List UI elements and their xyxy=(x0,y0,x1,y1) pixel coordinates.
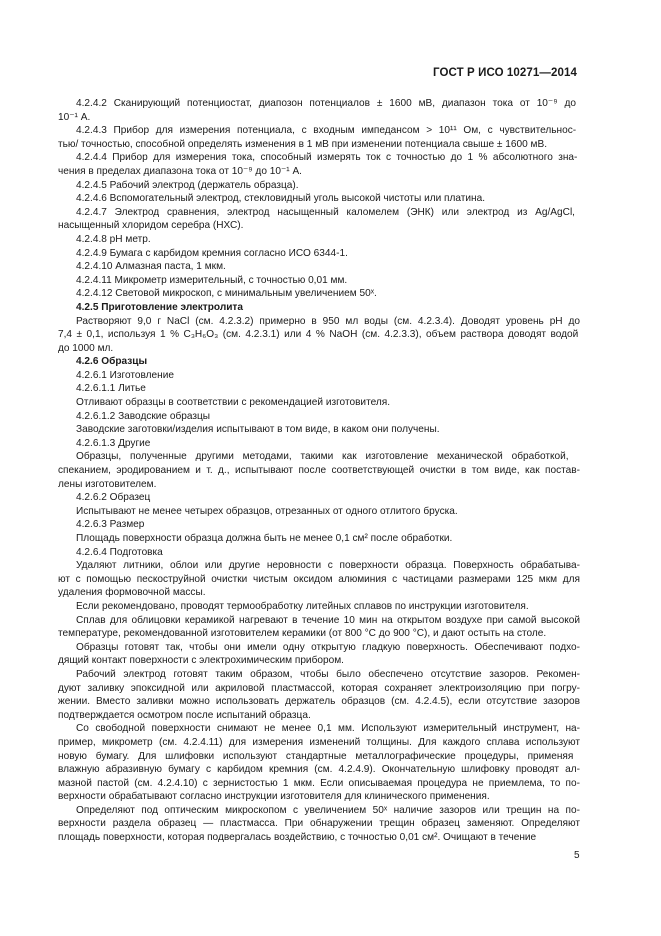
subheading-4-2-6-1-3: 4.2.6.1.3 Другие xyxy=(76,437,151,449)
section-heading-4-2-5: 4.2.5 Приготовление электролита xyxy=(76,301,243,313)
specimen-text: Испытывают не менее четырех образцов, отрезанных от одного отлитого бруска. xyxy=(76,505,458,517)
ceramic-alloy-text-line-1: Сплав для облицовки керамикой нагревают в течение 10 мин на открытом воздухе при самой высокой xyxy=(76,614,580,626)
grinding-text-line-5: мазной пастой (см. 4.2.4.10) с зернистостью 1 мкм. Если описываемая процедура не приемлема, то по- xyxy=(58,777,580,789)
electrolyte-text-line-3: до 1000 мл. xyxy=(58,342,114,354)
clause-4-2-4-5: 4.2.4.5 Рабочий электрод (держатель образца). xyxy=(76,179,299,191)
electrolyte-text-line-2: 7,4 ± 0,1, используя 1 % C₃H₆O₃ (см. 4.2.3.1) или 4 % NaOH (см. 4.2.3.3), объем раствора доводят водой xyxy=(58,329,579,341)
clause-4-2-4-10: 4.2.4.10 Алмазная паста, 1 мкм. xyxy=(76,261,226,273)
electrolyte-text-line-1: Растворяют 9,0 г NaCl (см. 4.2.3.2) примерно в 950 мл воды (см. 4.2.3.4). Доводят уровень pH до xyxy=(76,315,580,327)
clause-4-2-4-3-line-1: 4.2.4.3 Прибор для измерения потенциала, с входным импедансом > 10¹¹ Ом, с чувствительнос- xyxy=(76,125,577,137)
clause-4-2-4-4-line-1: 4.2.4.4 Прибор для измерения тока, способный измерять ток с точностью до 1 % абсолютного зна- xyxy=(76,152,578,164)
grinding-text-line-6: верхности обрабатывают согласно инструкции изготовителя для клинического применения. xyxy=(58,791,490,803)
surface-text-line-2: дящий контакт поверхности с электрохимическим прибором. xyxy=(58,655,344,667)
size-text: Площадь поверхности образца должна быть не менее 0,1 см² после обработки. xyxy=(76,533,453,544)
section-heading-4-2-6: 4.2.6 Образцы xyxy=(76,356,148,368)
surface-text-line-1: Образцы готовят так, чтобы они имели одну открытую гладкую поверхность. Обеспечивают подхо- xyxy=(76,641,580,653)
working-electrode-text-line-4: подтверждается осмотром после испытаний образца. xyxy=(58,709,311,721)
subheading-4-2-6-1-2: 4.2.6.1.2 Заводские образцы xyxy=(76,410,211,422)
working-electrode-text-line-1: Рабочий электрод готовят таким образом, чтобы было обеспечено отсутствие зазоров. Рекомен- xyxy=(76,668,581,680)
document-header: ГОСТ Р ИСО 10271—2014 xyxy=(432,67,577,79)
working-electrode-text-line-2: дуют заливку эпоксидной или акриловой пластмассой, которая сохраняет электроизоляцию при погру- xyxy=(58,682,580,694)
preparation-text-line-2: ют с помощью пескоструйной очистки чистым оксидом алюминия с частицами размерами 125 мкм для xyxy=(58,573,580,585)
page-number: 5 xyxy=(574,850,580,861)
grinding-text-line-4: влажную абразивную бумагу с карбидом кремния (см. 4.2.4.9). Окончательную шлифовку проводят ал- xyxy=(58,764,580,776)
clause-4-2-4-8: 4.2.4.8 pH метр. xyxy=(76,233,151,245)
document-body xyxy=(58,97,580,845)
other-samples-text-line-1: Образцы, полученные другими методами, такими как изготовление механической обработкой, xyxy=(76,451,569,463)
subheading-4-2-6-2: 4.2.6.2 Образец xyxy=(76,492,151,504)
preparation-text-line-3: удаления формовочной массы. xyxy=(58,587,206,599)
clause-4-2-4-3-line-2: тью/ точностью, способной определять изменения в 1 мВ при изменении потенциала свыше ± 1600 мВ. xyxy=(58,138,548,150)
factory-samples-text: Заводские заготовки/изделия испытывают в том виде, в каком они получены. xyxy=(76,424,440,436)
other-samples-text-line-2: спеканием, эродированием и т. д., испытывают после соответствующей очистки в том виде, как постав- xyxy=(58,465,580,477)
preparation-text-line-1: Удаляют литники, облои или другие неровности с поверхности образца. Поверхность обрабатыва- xyxy=(76,560,580,572)
heat-treatment-text: Если рекомендовано, проводят термообработку литейных сплавов по инструкции изготовителя. xyxy=(76,600,529,612)
subheading-4-2-6-3: 4.2.6.3 Размер xyxy=(76,519,145,531)
clause-4-2-4-7-line-2: насыщенный хлоридом серебра (НХС). xyxy=(58,220,244,232)
subheading-4-2-6-1-1: 4.2.6.1.1 Литье xyxy=(76,383,146,395)
grinding-text-line-3: новую бумагу. Для шлифовки используют стандартные металлографические процедуры, применяя xyxy=(58,750,574,762)
clause-4-2-4-9: 4.2.4.9 Бумага с карбидом кремния согласно ИСО 6344-1. xyxy=(76,247,348,259)
microscope-text-line-3: площадь поверхности, которая подвергалась воздействию, с точностью 0,01 см². Очищают в течение xyxy=(58,832,537,844)
microscope-text-line-2: верхности раздела образец — пластмасса. При обнаружении трещин образец заменяют. Определяют xyxy=(58,818,580,830)
working-electrode-text-line-3: жении. Вместо заливки можно использовать держатель образцов (см. 4.2.4.5), если отсутствие зазоров xyxy=(58,696,580,708)
grinding-text-line-1: Со свободной поверхности снимают не менее 0,1 мм. Используют измерительный инструмент, на- xyxy=(76,723,580,735)
clause-4-2-4-2-line-1: 4.2.4.2 Сканирующий потенциостат, диапозон потенциалов ± 1600 мВ, диапазон тока от 10⁻⁹ до xyxy=(76,98,576,109)
clause-4-2-4-7-line-1: 4.2.4.7 Электрод сравнения, электрод насыщенный каломелем (ЭНК) или электрод из Ag/AgCl, xyxy=(76,206,575,218)
other-samples-text-line-3: лены изготовителем. xyxy=(58,478,157,490)
subheading-4-2-6-1: 4.2.6.1 Изготовление xyxy=(76,369,174,381)
microscope-text-line-1: Определяют под оптическим микроскопом с увеличением 50ˣ наличие зазоров или трещин на по- xyxy=(76,804,580,816)
clause-4-2-4-12: 4.2.4.12 Световой микроскоп, с минимальным увеличением 50ˣ. xyxy=(76,288,377,300)
subheading-4-2-6-4: 4.2.6.4 Подготовка xyxy=(76,546,163,558)
clause-4-2-4-2-line-2: 10⁻¹ А. xyxy=(58,111,91,123)
clause-4-2-4-11: 4.2.4.11 Микрометр измерительный, с точностью 0,01 мм. xyxy=(76,274,348,286)
casting-text: Отливают образцы в соответствии с рекомендацией изготовителя. xyxy=(76,397,391,409)
ceramic-alloy-text-line-2: температуре, рекомендованной изготовителем керамики (от 800 °С до 900 °С), и дают остыть на столе. xyxy=(58,628,547,640)
clause-4-2-4-4-line-2: чения в пределах диапазона тока от 10⁻⁹ до 10⁻¹ А. xyxy=(58,165,302,177)
clause-4-2-4-6: 4.2.4.6 Вспомогательный электрод, стекловидный уголь высокой чистоты или платина. xyxy=(76,193,486,205)
grinding-text-line-2: пример, микрометр (см. 4.2.4.11) для измерения изменений толщины. Для каждого сплава используют xyxy=(58,736,580,748)
